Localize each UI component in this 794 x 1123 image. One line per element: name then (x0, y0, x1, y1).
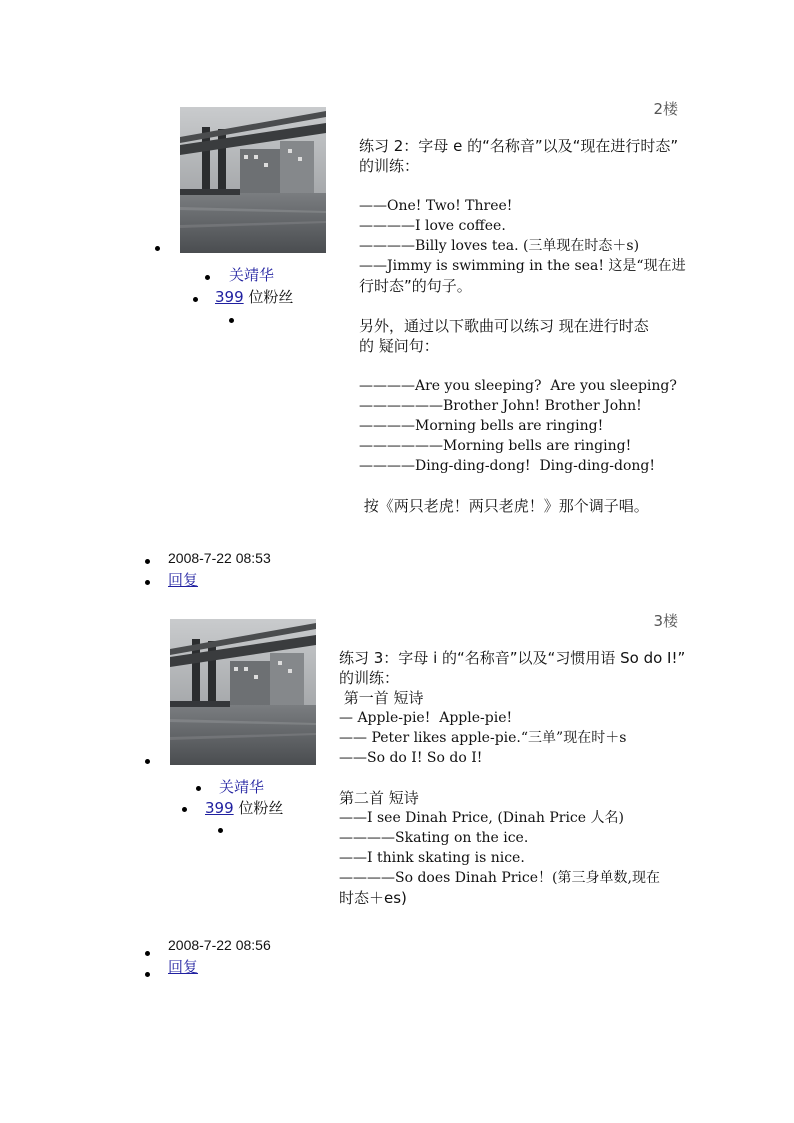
content-line: 的训练： (359, 157, 420, 175)
bridge-photo (170, 619, 316, 765)
content-line: 时态＋es) (339, 889, 407, 907)
content-line: ————Ding-ding-dong! Ding-ding-dong! (359, 458, 656, 474)
content-line: 按《两只老虎！两只老虎！》那个调子唱。 (359, 497, 649, 515)
content-line: ————Billy loves tea. (三单现在时态＋s) (359, 238, 640, 254)
content-line: ——So do I! So do I! (339, 750, 483, 766)
list-bullet (193, 297, 198, 302)
content-line: 的训练： (339, 669, 400, 687)
list-bullet (155, 246, 160, 251)
fans-count-link[interactable]: 399 (205, 799, 234, 817)
post-date: 2008-7-22 08:53 (168, 550, 271, 566)
fans-count (215, 286, 293, 307)
avatar[interactable] (180, 107, 326, 253)
fans-label: 位粉丝 (238, 799, 284, 817)
content-gap (359, 176, 689, 196)
post-content (359, 136, 689, 516)
content-line: 的 疑问句： (359, 337, 439, 355)
content-line: 另外，通过以下歌曲可以练习 现在进行时态 (359, 317, 649, 335)
content-line: 行时态”的句子。 (359, 277, 472, 295)
list-bullet (145, 951, 150, 956)
content-line: ——————Morning bells are ringing! (359, 438, 632, 454)
list-bullet (145, 972, 150, 977)
content-line: —— Peter likes apple-pie.“三单”现在时＋s (339, 730, 627, 746)
content-line: ————Skating on the ice. (339, 830, 529, 846)
author-name[interactable]: 关靖华 (219, 778, 265, 796)
content-line: ——I think skating is nice. (339, 850, 525, 866)
post-content (339, 648, 684, 908)
content-line: — Apple-pie! Apple-pie! (339, 710, 513, 726)
content-line: 练习 3：字母 i 的“名称音”以及“习惯用语 So do I!” (339, 649, 686, 667)
reply-link[interactable]: 回复 (168, 571, 199, 589)
content-line: ————I love coffee. (359, 218, 506, 234)
list-bullet (205, 275, 210, 280)
fans-count (205, 797, 283, 818)
content-gap (339, 768, 684, 788)
list-bullet (145, 759, 150, 764)
content-line: ——I see Dinah Price, (Dinah Price 人名) (339, 810, 624, 826)
list-bullet (196, 786, 201, 791)
bridge-photo (180, 107, 326, 253)
floor-number: 2楼 (653, 100, 678, 118)
content-line: ————Are you sleeping? Are you sleeping? (359, 378, 677, 394)
content-line: 练习 2：字母 e 的“名称音”以及“现在进行时态” (359, 137, 679, 155)
list-bullet (229, 318, 234, 323)
content-gap (359, 296, 689, 316)
content-line: ————So does Dinah Price！(第三身单数,现在 (339, 870, 660, 886)
fans-label: 位粉丝 (248, 288, 294, 306)
content-line: ——Jimmy is swimming in the sea! 这是“现在进 (359, 258, 686, 274)
list-bullet (182, 807, 187, 812)
list-bullet (218, 828, 223, 833)
reply-row (168, 569, 198, 590)
content-line: 第二首 短诗 (339, 789, 419, 807)
content-line: ——One! Two! Three! (359, 198, 513, 214)
author-name[interactable]: 关靖华 (229, 266, 275, 284)
list-bullet (145, 559, 150, 564)
content-gap (359, 476, 689, 496)
content-gap (359, 356, 689, 376)
content-line: ————Morning bells are ringing! (359, 418, 604, 434)
reply-link[interactable]: 回复 (168, 958, 199, 976)
list-bullet (145, 580, 150, 585)
content-line: ——————Brother John! Brother John! (359, 398, 642, 414)
content-line: 第一首 短诗 (339, 689, 424, 707)
fans-count-link[interactable]: 399 (215, 288, 244, 306)
post-date: 2008-7-22 08:56 (168, 937, 271, 953)
floor-number: 3楼 (653, 612, 678, 630)
avatar[interactable] (170, 619, 316, 765)
reply-row (168, 956, 198, 977)
